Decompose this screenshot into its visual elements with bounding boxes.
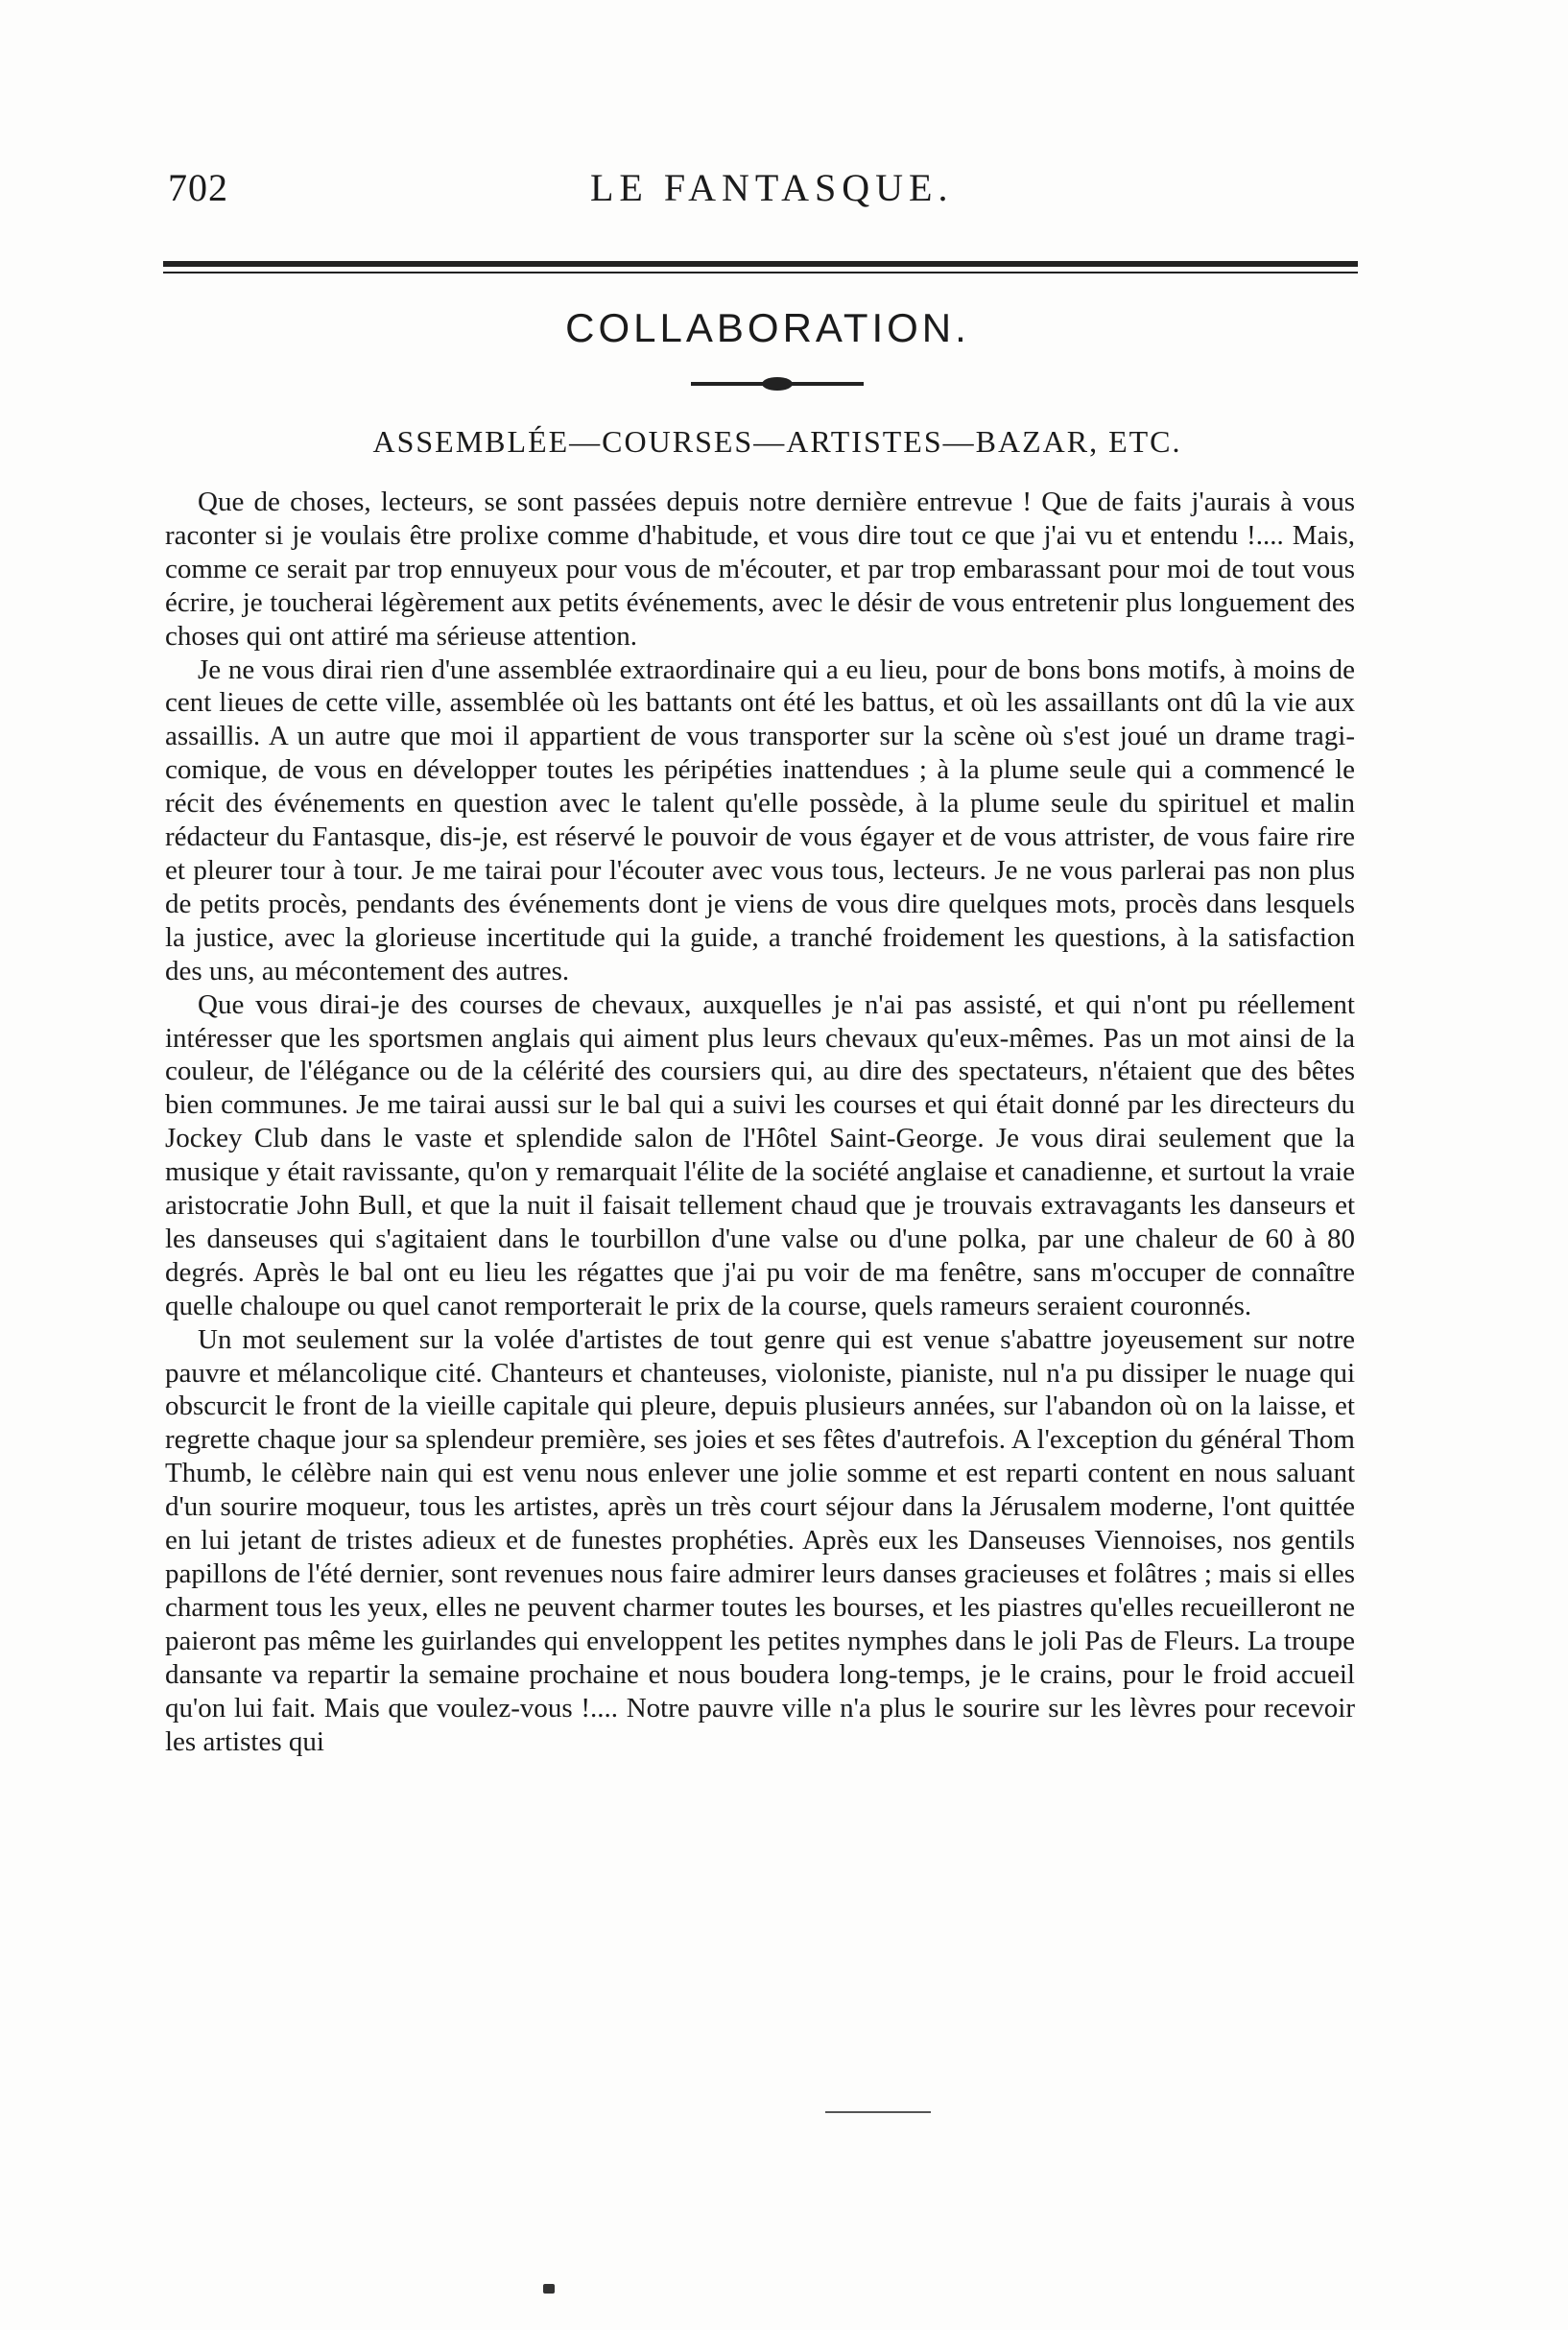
footer-mark	[543, 2284, 555, 2294]
paragraph-4: Un mot seulement sur la volée d'artistes de tout genre qui est venue s'abattre joyeusement sur notre pauvre et mélancolique cité. Chanteurs et chanteuses, violoniste, pianiste, nul n'a pu dissiper le nuage qui obscurcit le front de la vieille capitale qui pleure, depuis plusieurs années, sur l'abandon où on la laisse, et regrette chaque jour sa splendeur première, ses joies et ses fêtes d'autrefois. A l'exception du général Thom Thumb, le célèbre nain qui est venu nous enlever une jolie somme et est reparti content en nous saluant d'un sourire moqueur, tous les artistes, après un très court séjour dans la Jérusalem moderne, l'ont quittée en lui jetant de tristes adieux et de funestes prophéties. Après eux les Danseuses Viennoises, nos gentils papillons de l'été dernier, sont revenues nous faire admirer leurs danses gracieuses et folâtres ; mais si elles charment tous les yeux, elles ne peuvent charmer toutes les bourses, et les piastres qu'elles recueilleront ne paieront pas même les guirlandes qui enveloppent les petites nymphes dans le joli Pas de Fleurs. La troupe dansante va repartir la semaine prochaine et nous boudera long-temps, je le crains, pour le froid accueil qu'on lui fait. Mais que voulez-vous !.... Notre pauvre ville n'a plus le sourire sur les lèvres pour recevoir les artistes qui	[165, 1323, 1355, 1757]
article-subtitle: ASSEMBLÉE—COURSES—ARTISTES—BAZAR, ETC.	[372, 424, 1182, 459]
footer-rule	[825, 2111, 931, 2113]
paragraph-1: Que de choses, lecteurs, se sont passées depuis notre dernière entrevue ! Que de faits j'aurais à vous raconter si je voulais être prolixe comme d'habitude, et vous dire tout ce que j'ai vu et entendu !.... Mais, comme ce serait par trop ennuyeux pour vous de m'écouter, et par trop embarassant pour moi de tout vous écrire, je toucherai légèrement aux petits événements, avec le désir de vous entretenir plus longuement des choses qui ont attiré ma sérieuse attention.	[165, 487, 1355, 652]
article-body	[165, 486, 1355, 1758]
paragraph-3: Que vous dirai-je des courses de chevaux, auxquelles je n'ai pas assisté, et qui n'ont pu réellement intéresser que les sportsmen anglais qui aiment plus leurs chevaux qu'eux-mêmes. Pas un mot ainsi de la couleur, de l'élégance ou de la célérité des coursiers qui, au dire des spectateurs, n'étaient que des bêtes bien communes. Je me tairai aussi sur le bal qui a suivi les courses et qui était donné par les directeurs du Jockey Club dans le vaste et splendide salon de l'Hôtel Saint-George. Je vous dirai seulement que la musique y était ravissante, qu'on y remarquait l'élite de la société anglaise et canadienne, et surtout la vraie aristocratie John Bull, et que la nuit il faisait tellement chaud que je trouvais extravagants les danseurs et les danseuses qui s'agitaient dans le tourbillon d'une valse ou d'une polka, par une chaleur de 60 à 80 degrés. Après le bal ont eu lieu les régattes que j'ai pu voir de ma fenêtre, sans m'occuper de connaître quelle chaloupe ou quel canot remporterait le prix de la course, quels rameurs seraient couronnés.	[165, 988, 1355, 1321]
paragraph-2: Je ne vous dirai rien d'une assemblée extraordinaire qui a eu lieu, pour de bons bons motifs, à moins de cent lieues de cette ville, assemblée où les battants ont été les battus, et où les assaillants ont dû la vie aux assaillis. A un autre que moi il appartient de vous transporter sur la scène où s'est joué un drame tragi-comique, de vous en développer toutes les péripéties inattendues ; à la plume seule qui a commencé le récit des événements en question avec le talent qu'elle possède, à la plume seule du spirituel et malin rédacteur du Fantasque, dis-je, est réservé le pouvoir de vous égayer et de vous attrister, de vous faire rire et pleurer tour à tour. Je me tairai pour l'écouter avec vous tous, lecteurs. Je ne vous parlerai pas non plus de petits procès, pendants des événements dont je viens de vous dire quelques mots, procès dans lesquels la justice, avec la glorieuse incertitude qui la guide, a tranché froidement les questions, à la satisfaction des uns, au mécontement des autres.	[165, 654, 1355, 987]
running-head	[168, 161, 1353, 209]
title-ornament	[691, 382, 864, 386]
header-rule-thick	[163, 261, 1358, 267]
article-title: COLLABORATION.	[565, 305, 970, 350]
page-number: 702	[168, 166, 228, 209]
header-rule-thin	[163, 272, 1358, 273]
journal-title: LE FANTASQUE.	[590, 166, 954, 209]
